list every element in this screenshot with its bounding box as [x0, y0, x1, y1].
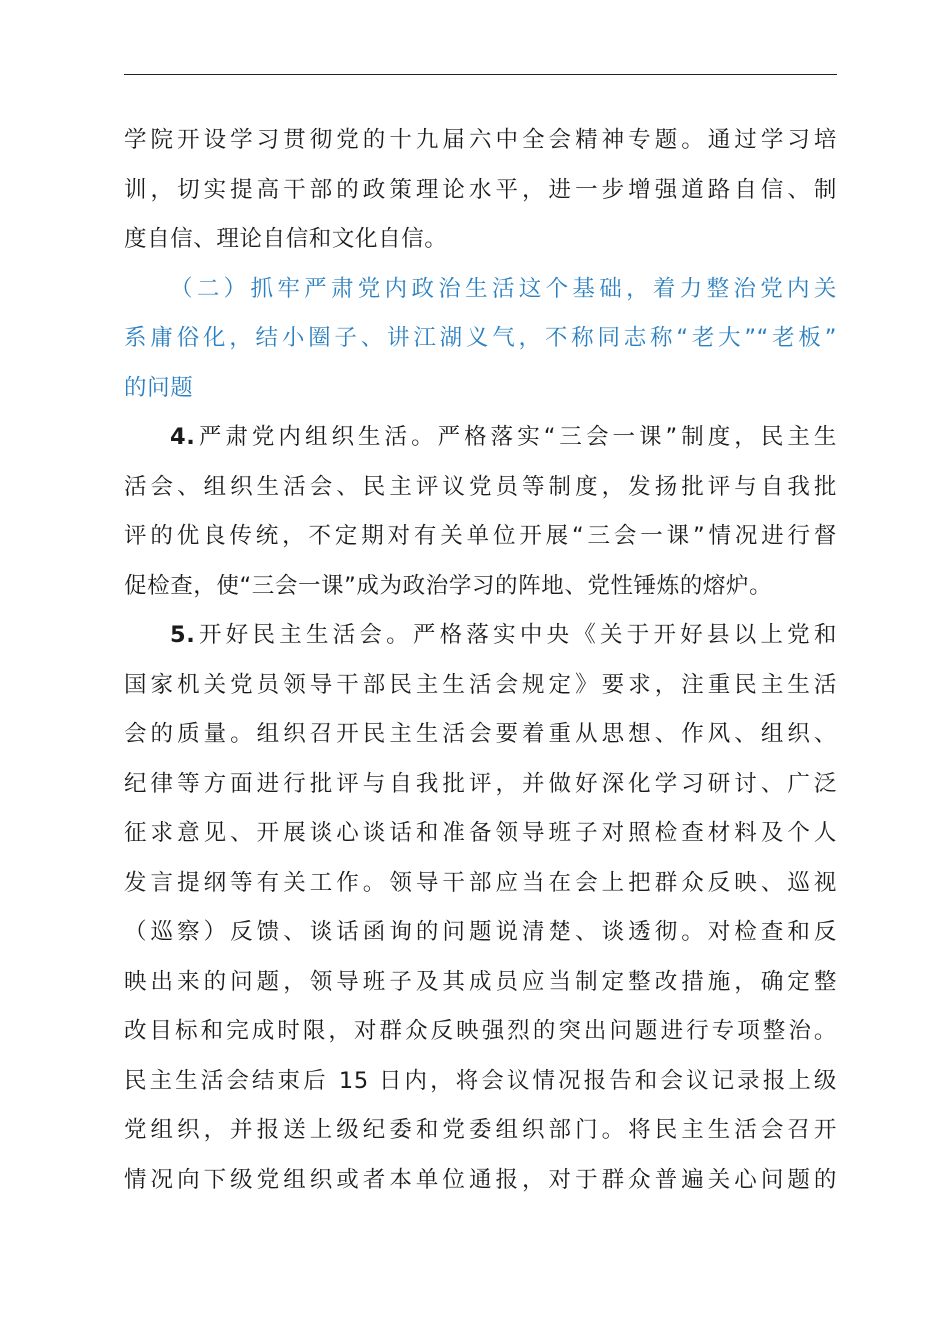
section-heading-2 — [124, 265, 837, 414]
text-line: 改目标和完成时限，对群众反映强烈的突出问题进行专项整治。 — [124, 1018, 837, 1044]
document-body — [124, 116, 837, 1205]
text-line: 促检查，使“三会一课”成为政治学习的阵地、党性锤炼的熔炉。 — [124, 572, 773, 599]
text-line: 党组织，并报送上级纪委和党委组织部门。将民主生活会召开 — [124, 1117, 837, 1143]
text-line — [124, 611, 837, 661]
heading-line: 系庸俗化，结小圈子、讲江湖义气，不称同志称“老大”“老板” — [124, 325, 837, 351]
text-line: 评的优良传统，不定期对有关单位开展“三会一课”情况进行督 — [124, 523, 837, 549]
item-lead-text: 严肃党内组织生活。严格落实“三会一课”制度，民主生 — [195, 424, 837, 450]
text-line: 纪律等方面进行批评与自我批评，并做好深化学习研讨、广泛 — [124, 770, 837, 797]
header-rule — [124, 74, 837, 75]
text-line: 发言提纲等有关工作。领导干部应当在会上把群众反映、巡视 — [124, 869, 837, 896]
paragraph-study-training — [124, 116, 837, 265]
text-line: 映出来的问题，领导班子及其成员应当制定整改措施，确定整 — [124, 968, 837, 995]
text-line: 国家机关党员领导干部民主生活会规定》要求，注重民主生活 — [124, 671, 837, 698]
text-line: 会的质量。组织召开民主生活会要着重从思想、作风、组织、 — [124, 721, 837, 747]
text-line: 活会、组织生活会、民主评议党员等制度，发扬批评与自我批 — [124, 473, 837, 500]
paragraph-item-4 — [124, 413, 837, 611]
heading-line: 的问题 — [124, 374, 194, 401]
text-line: （巡察）反馈、谈话函询的问题说清楚、谈透彻。对检查和反 — [124, 919, 837, 945]
heading-line: （二）抓牢严肃党内政治生活这个基础，着力整治党内关 — [170, 275, 837, 302]
item-number: 4. — [170, 424, 196, 450]
text-line: 度自信、理论自信和文化自信。 — [124, 226, 448, 252]
text-line: 训，切实提高干部的政策理论水平，进一步增强道路自信、制 — [124, 176, 837, 203]
item-number: 5. — [170, 622, 196, 648]
text-line: 情况向下级党组织或者本单位通报，对于群众普遍关心问题的 — [124, 1166, 837, 1193]
text-line — [124, 413, 837, 463]
text-line: 学院开设学习贯彻党的十九届六中全会精神专题。通过学习培 — [124, 127, 837, 153]
paragraph-item-5 — [124, 611, 837, 1205]
text-line: 征求意见、开展谈心谈话和准备领导班子对照检查材料及个人 — [124, 820, 837, 846]
text-line: 民主生活会结束后 15 日内，将会议情况报告和会议记录报上级 — [124, 1067, 837, 1094]
item-lead-text: 开好民主生活会。严格落实中央《关于开好县以上党和 — [195, 622, 837, 648]
